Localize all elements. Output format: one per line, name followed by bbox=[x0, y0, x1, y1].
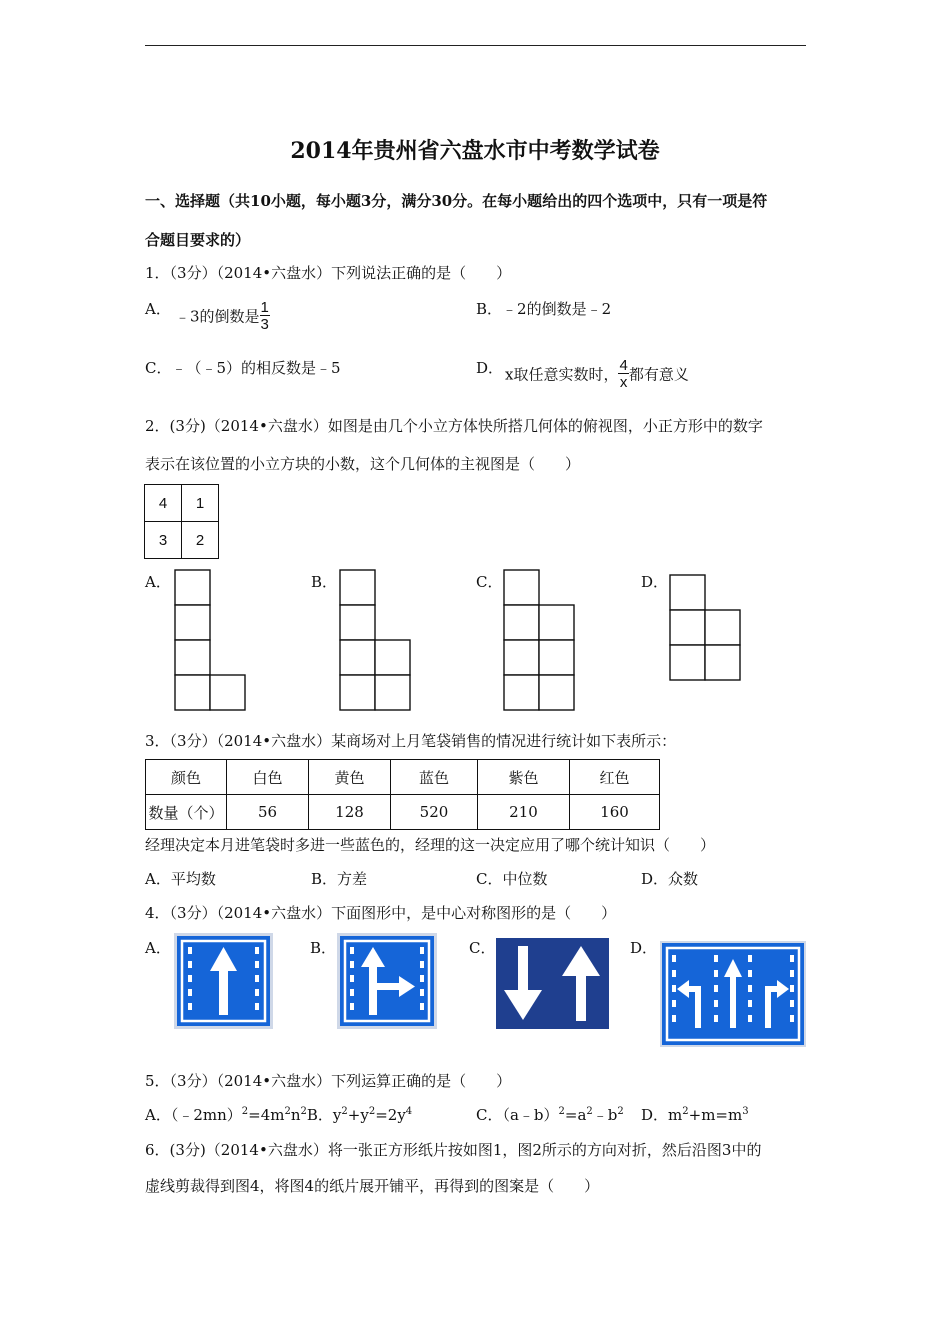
fraction-numerator: 1 bbox=[260, 299, 269, 316]
option-text: ﹣b bbox=[592, 1106, 618, 1124]
fraction-denominator: 3 bbox=[260, 316, 269, 333]
table-cell: 160 bbox=[570, 795, 660, 830]
q1-option-d-fraction bbox=[618, 358, 628, 390]
q2-option-b-figure bbox=[335, 565, 415, 715]
exponent: 2 bbox=[586, 1106, 593, 1117]
option-text: +y bbox=[347, 1106, 369, 1124]
exponent: 2 bbox=[368, 1106, 376, 1117]
section-heading-line2: 合题目要求的） bbox=[145, 231, 251, 249]
exponent: 2 bbox=[284, 1106, 291, 1117]
q1-option-a bbox=[175, 300, 270, 332]
table-header-cell: 蓝色 bbox=[391, 760, 478, 795]
q4-option-c-label: C． bbox=[469, 939, 496, 957]
exponent: 2 bbox=[341, 1106, 348, 1117]
table-header-cell: 白色 bbox=[227, 760, 309, 795]
q6-stem-line1: 6．(3分)（2014•六盘水）将一张正方形纸片按如图1，图2所示的方向对折，然后沿图3中的 bbox=[145, 1141, 762, 1159]
fraction-numerator: 4 bbox=[619, 357, 628, 374]
q4-option-d-three-lane-sign bbox=[660, 941, 806, 1047]
q1-option-d-text-post: 都有意义 bbox=[628, 365, 689, 384]
q4-option-c-opposite-arrows-sign bbox=[496, 938, 609, 1029]
q2-option-d-label: D． bbox=[641, 573, 669, 591]
q5-option-d bbox=[641, 1104, 749, 1125]
q3-option-b: B．方差 bbox=[311, 870, 368, 888]
q4-stem: 4．（3分）（2014•六盘水）下面图形中，是中心对称图形的是（ ） bbox=[145, 904, 617, 922]
q1-option-d bbox=[505, 358, 689, 390]
q1-option-b: B．﹣2的倒数是﹣2 bbox=[476, 300, 612, 318]
q2-option-c-label: C． bbox=[476, 573, 503, 591]
q3-stem: 3．（3分）（2014•六盘水）某商场对上月笔袋销售的情况进行统计如下表所示： bbox=[145, 732, 677, 750]
table-cell: 128 bbox=[309, 795, 391, 830]
q2-option-c-figure bbox=[499, 565, 579, 715]
q2-top-view-grid bbox=[144, 484, 219, 559]
table-cell: 56 bbox=[227, 795, 309, 830]
exponent: 4 bbox=[405, 1106, 413, 1117]
q1-option-d-text-pre: x取任意实数时， bbox=[505, 365, 619, 384]
fraction-denominator: x bbox=[619, 374, 628, 391]
table-cell: 210 bbox=[478, 795, 570, 830]
table-header-cell: 红色 bbox=[570, 760, 660, 795]
q5-stem: 5．（3分）（2014•六盘水）下列运算正确的是（ ） bbox=[145, 1072, 512, 1090]
option-text: =4m bbox=[248, 1106, 285, 1124]
page-title: 2014年贵州省六盘水市中考数学试卷 bbox=[290, 138, 660, 164]
option-text: D．m bbox=[641, 1106, 683, 1124]
grid-cell: 2 bbox=[182, 522, 219, 559]
q6-stem-line2: 虚线剪裁得到图4，将图4的纸片展开铺平，再得到的图案是（ ） bbox=[145, 1177, 600, 1195]
table-cell: 数量（个） bbox=[146, 795, 227, 830]
q2-stem-line1: 2．(3分)（2014•六盘水）如图是由几个小立方体快所搭几何体的俯视图，小正方形中的数字 bbox=[145, 417, 763, 435]
exponent: 2 bbox=[241, 1106, 249, 1117]
q3-sales-table bbox=[145, 759, 660, 830]
q1-option-d-label: D． bbox=[476, 359, 504, 377]
table-cell: 520 bbox=[391, 795, 478, 830]
q4-option-b-label: B． bbox=[310, 939, 337, 957]
exponent: 3 bbox=[742, 1106, 749, 1117]
option-text: n bbox=[290, 1106, 301, 1124]
option-text: =a bbox=[564, 1106, 587, 1124]
q4-option-d-label: D． bbox=[630, 939, 658, 957]
table-header-cell: 紫色 bbox=[478, 760, 570, 795]
q1-option-a-label: A． bbox=[145, 300, 171, 318]
exponent: 2 bbox=[558, 1106, 565, 1117]
q5-option-c bbox=[476, 1104, 624, 1125]
q2-stem-line2: 表示在该位置的小立方块的小数，这个几何体的主视图是（ ） bbox=[145, 455, 581, 473]
q1-option-a-fraction bbox=[260, 300, 270, 332]
q5-option-a bbox=[145, 1106, 307, 1124]
grid-cell: 3 bbox=[145, 522, 182, 559]
q5-option-b bbox=[307, 1106, 412, 1124]
q3-after-text: 经理决定本月进笔袋时多进一些蓝色的，经理的这一决定应用了哪个统计知识（ ） bbox=[145, 836, 716, 854]
option-text: C．（a﹣b） bbox=[476, 1106, 559, 1124]
q3-option-d: D．众数 bbox=[641, 870, 699, 888]
q4-option-a-straight-arrow-sign bbox=[174, 933, 273, 1029]
q4-option-a-label: A． bbox=[145, 939, 171, 957]
grid-cell: 1 bbox=[182, 485, 219, 522]
exponent: 2 bbox=[617, 1106, 624, 1117]
table-header-cell: 颜色 bbox=[146, 760, 227, 795]
q4-option-b-straight-right-arrow-sign bbox=[337, 933, 437, 1029]
q3-option-c: C．中位数 bbox=[476, 870, 548, 888]
table-row bbox=[146, 795, 660, 830]
q2-option-a-figure bbox=[170, 565, 250, 715]
option-text: B．y bbox=[306, 1106, 342, 1124]
option-text: A．（﹣2mn） bbox=[145, 1106, 242, 1124]
q2-option-d-figure bbox=[665, 572, 745, 687]
q1-option-a-text: ﹣3的倒数是 bbox=[175, 307, 260, 326]
q1-stem: 1．（3分）（2014•六盘水）下列说法正确的是（ ） bbox=[145, 264, 512, 282]
option-text: =2y bbox=[375, 1106, 406, 1124]
q1-option-c: C．﹣（﹣5）的相反数是﹣5 bbox=[145, 359, 341, 377]
exponent: 2 bbox=[300, 1106, 307, 1117]
q2-option-a-label: A． bbox=[145, 573, 171, 591]
option-text: +m=m bbox=[688, 1106, 743, 1124]
exponent: 2 bbox=[682, 1106, 689, 1117]
q3-option-a: A．平均数 bbox=[145, 870, 216, 888]
q5-options-line bbox=[145, 1104, 412, 1125]
table-header-cell: 黄色 bbox=[309, 760, 391, 795]
table-header-row bbox=[146, 760, 660, 795]
grid-cell: 4 bbox=[145, 485, 182, 522]
q2-option-b-label: B． bbox=[311, 573, 338, 591]
header-rule bbox=[145, 45, 806, 46]
section-heading-line1: 一、选择题（共10小题，每小题3分，满分30分。在每小题给出的四个选项中，只有一项是符 bbox=[145, 192, 768, 210]
